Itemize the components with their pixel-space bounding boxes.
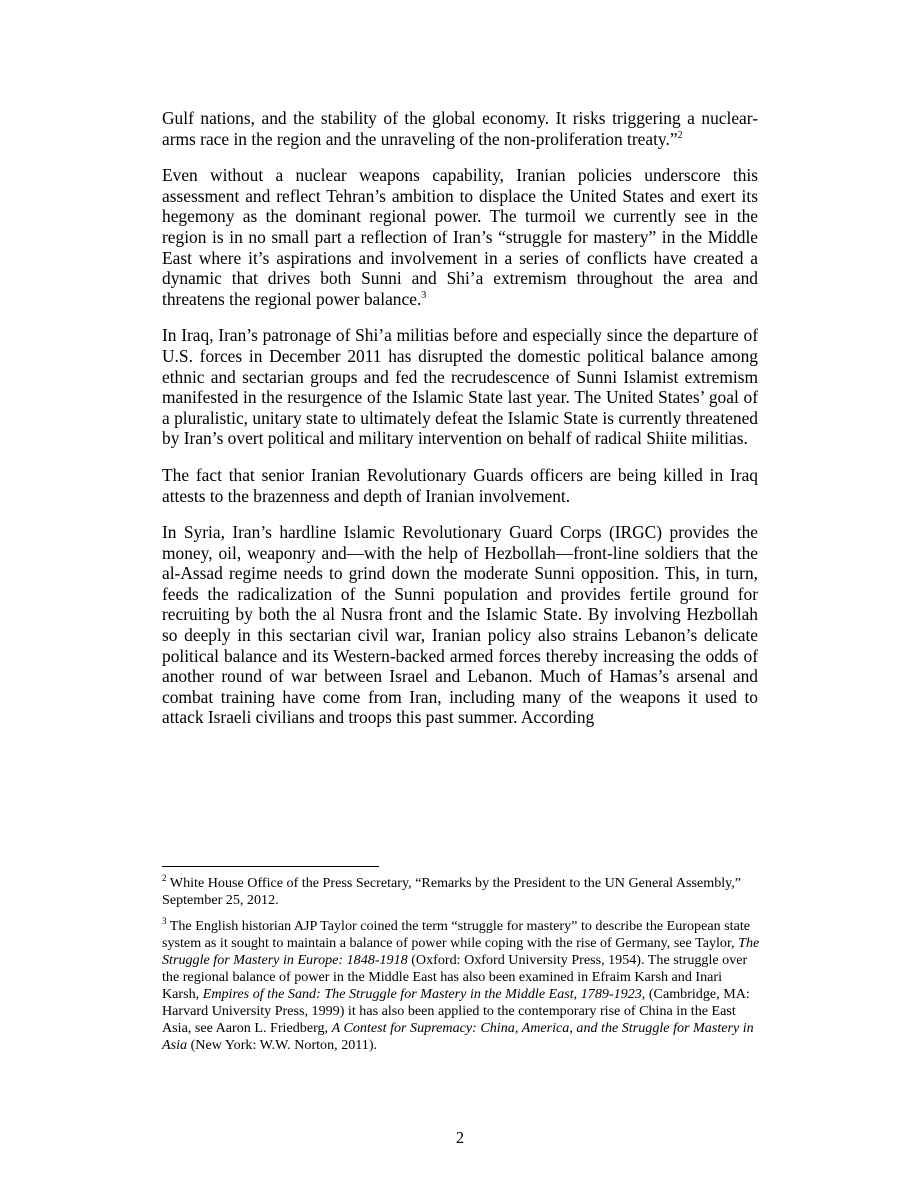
footnote-separator: [162, 866, 379, 867]
book-title-contest-for-supremacy: A Contest for Supremacy: China, America, and the Struggle for Mastery in Asia: [162, 1020, 754, 1053]
book-title-empires-of-the-sand: Empires of the Sand: The Struggle for Mastery in the Middle East, 1789-1923: [202, 986, 642, 1002]
page-number: 2: [455, 1128, 465, 1147]
paragraph-syria: In Syria, Iran’s hardline Islamic Revolutionary Guard Corps (IRGC) provides the money, oil, weaponry and—with the help of Hezbollah—front-line soldiers that the al-Assad regime needs to grind down the moderate Sunni opposition. This, in turn, feeds the radicalization of the Sunni population and provides fertile ground for recruiting by both the al Nusra front and the Islamic State. By involving Hezbollah so deeply in this sectarian civil war, Iranian policy also strains Lebanon’s delicate political balance and its Western-backed armed forces thereby increasing the odds of another round of war between Israel and Lebanon. Much of Hamas’s arsenal and combat training have come from Iran, including many of the weapons it used to attack Israeli civilians and troops this past summer. According: [162, 522, 758, 728]
book-title-struggle-for-mastery-in-europe: The Struggle for Mastery in Europe: 1848-1918: [162, 935, 760, 968]
paragraph-hegemony: Even without a nuclear weapons capability, Iranian policies underscore this assessment and reflect Tehran’s ambition to displace the United States and exert its hegemony as the dominant regional power. The turmoil we currently see in the region is in no small part a reflection of Iran’s “struggle for mastery” in the Middle East where it’s aspirations and involvement in a series of conflicts have created a dynamic that drives both Sunni and Shi’a extremism throughout the area and threatens the regional power balance.$^3$: [162, 165, 758, 309]
paragraph-revolutionary-guards: The fact that senior Iranian Revolutionary Guards officers are being killed in Iraq attests to the brazenness and depth of Iranian involvement.: [162, 464, 758, 506]
footnote-number-2: 2: [162, 873, 167, 883]
footnote-ref-3[interactable]: 3: [421, 289, 427, 301]
paragraph-gulf-nations: Gulf nations, and the stability of the global economy. It risks triggering a nuclear-arms race in the region and the unraveling of the non-proliferation treaty.”$^2$: [162, 108, 758, 149]
body-text: [162, 108, 758, 744]
footnote-2: [162, 875, 760, 909]
footnote-ref-2[interactable]: 2: [677, 129, 683, 141]
footnotes: [162, 875, 760, 1063]
footnote-2-text: White House Office of the Press Secretary, “Remarks by the President to the UN General Assembly,” September 25, 2012.: [162, 875, 742, 908]
footnote-number-3: 3: [162, 916, 167, 926]
footnote-3: $^3$ The English historian AJP Taylor coined the term “struggle for mastery” to describe the European state system as it sought to maintain a balance of power while coping with the rise of Germany, see Taylor, The Struggle for Mastery in Europe: 1848-1918 (Oxford: Oxford University Press, 1954). The struggle over the regional balance of power in the Middle East has also been examined in Efraim Karsh and Inari Karsh, Empires of the Sand: The Struggle for Mastery in the Middle East, 1789-1923, (Cambridge, MA: Harvard University Press, 1999) it has also been applied to the contemporary rise of China in the East Asia, see Aaron L. Friedberg, A Contest for Supremacy: China, America, and the Struggle for Mastery in Asia (New York: W.W. Norton, 2011).: [162, 916, 760, 1053]
paragraph-iraq: In Iraq, Iran’s patronage of Shi’a militias before and especially since the departure of U.S. forces in December 2011 has disrupted the domestic political balance among ethnic and sectarian groups and fed the recrudescence of Sunni Islamist extremism manifested in the resurgence of the Islamic State last year. The United States’ goal of a pluralistic, unitary state to ultimately defeat the Islamic State is currently threatened by Iran’s overt political and military intervention on behalf of radical Shiite militias.: [162, 325, 758, 449]
